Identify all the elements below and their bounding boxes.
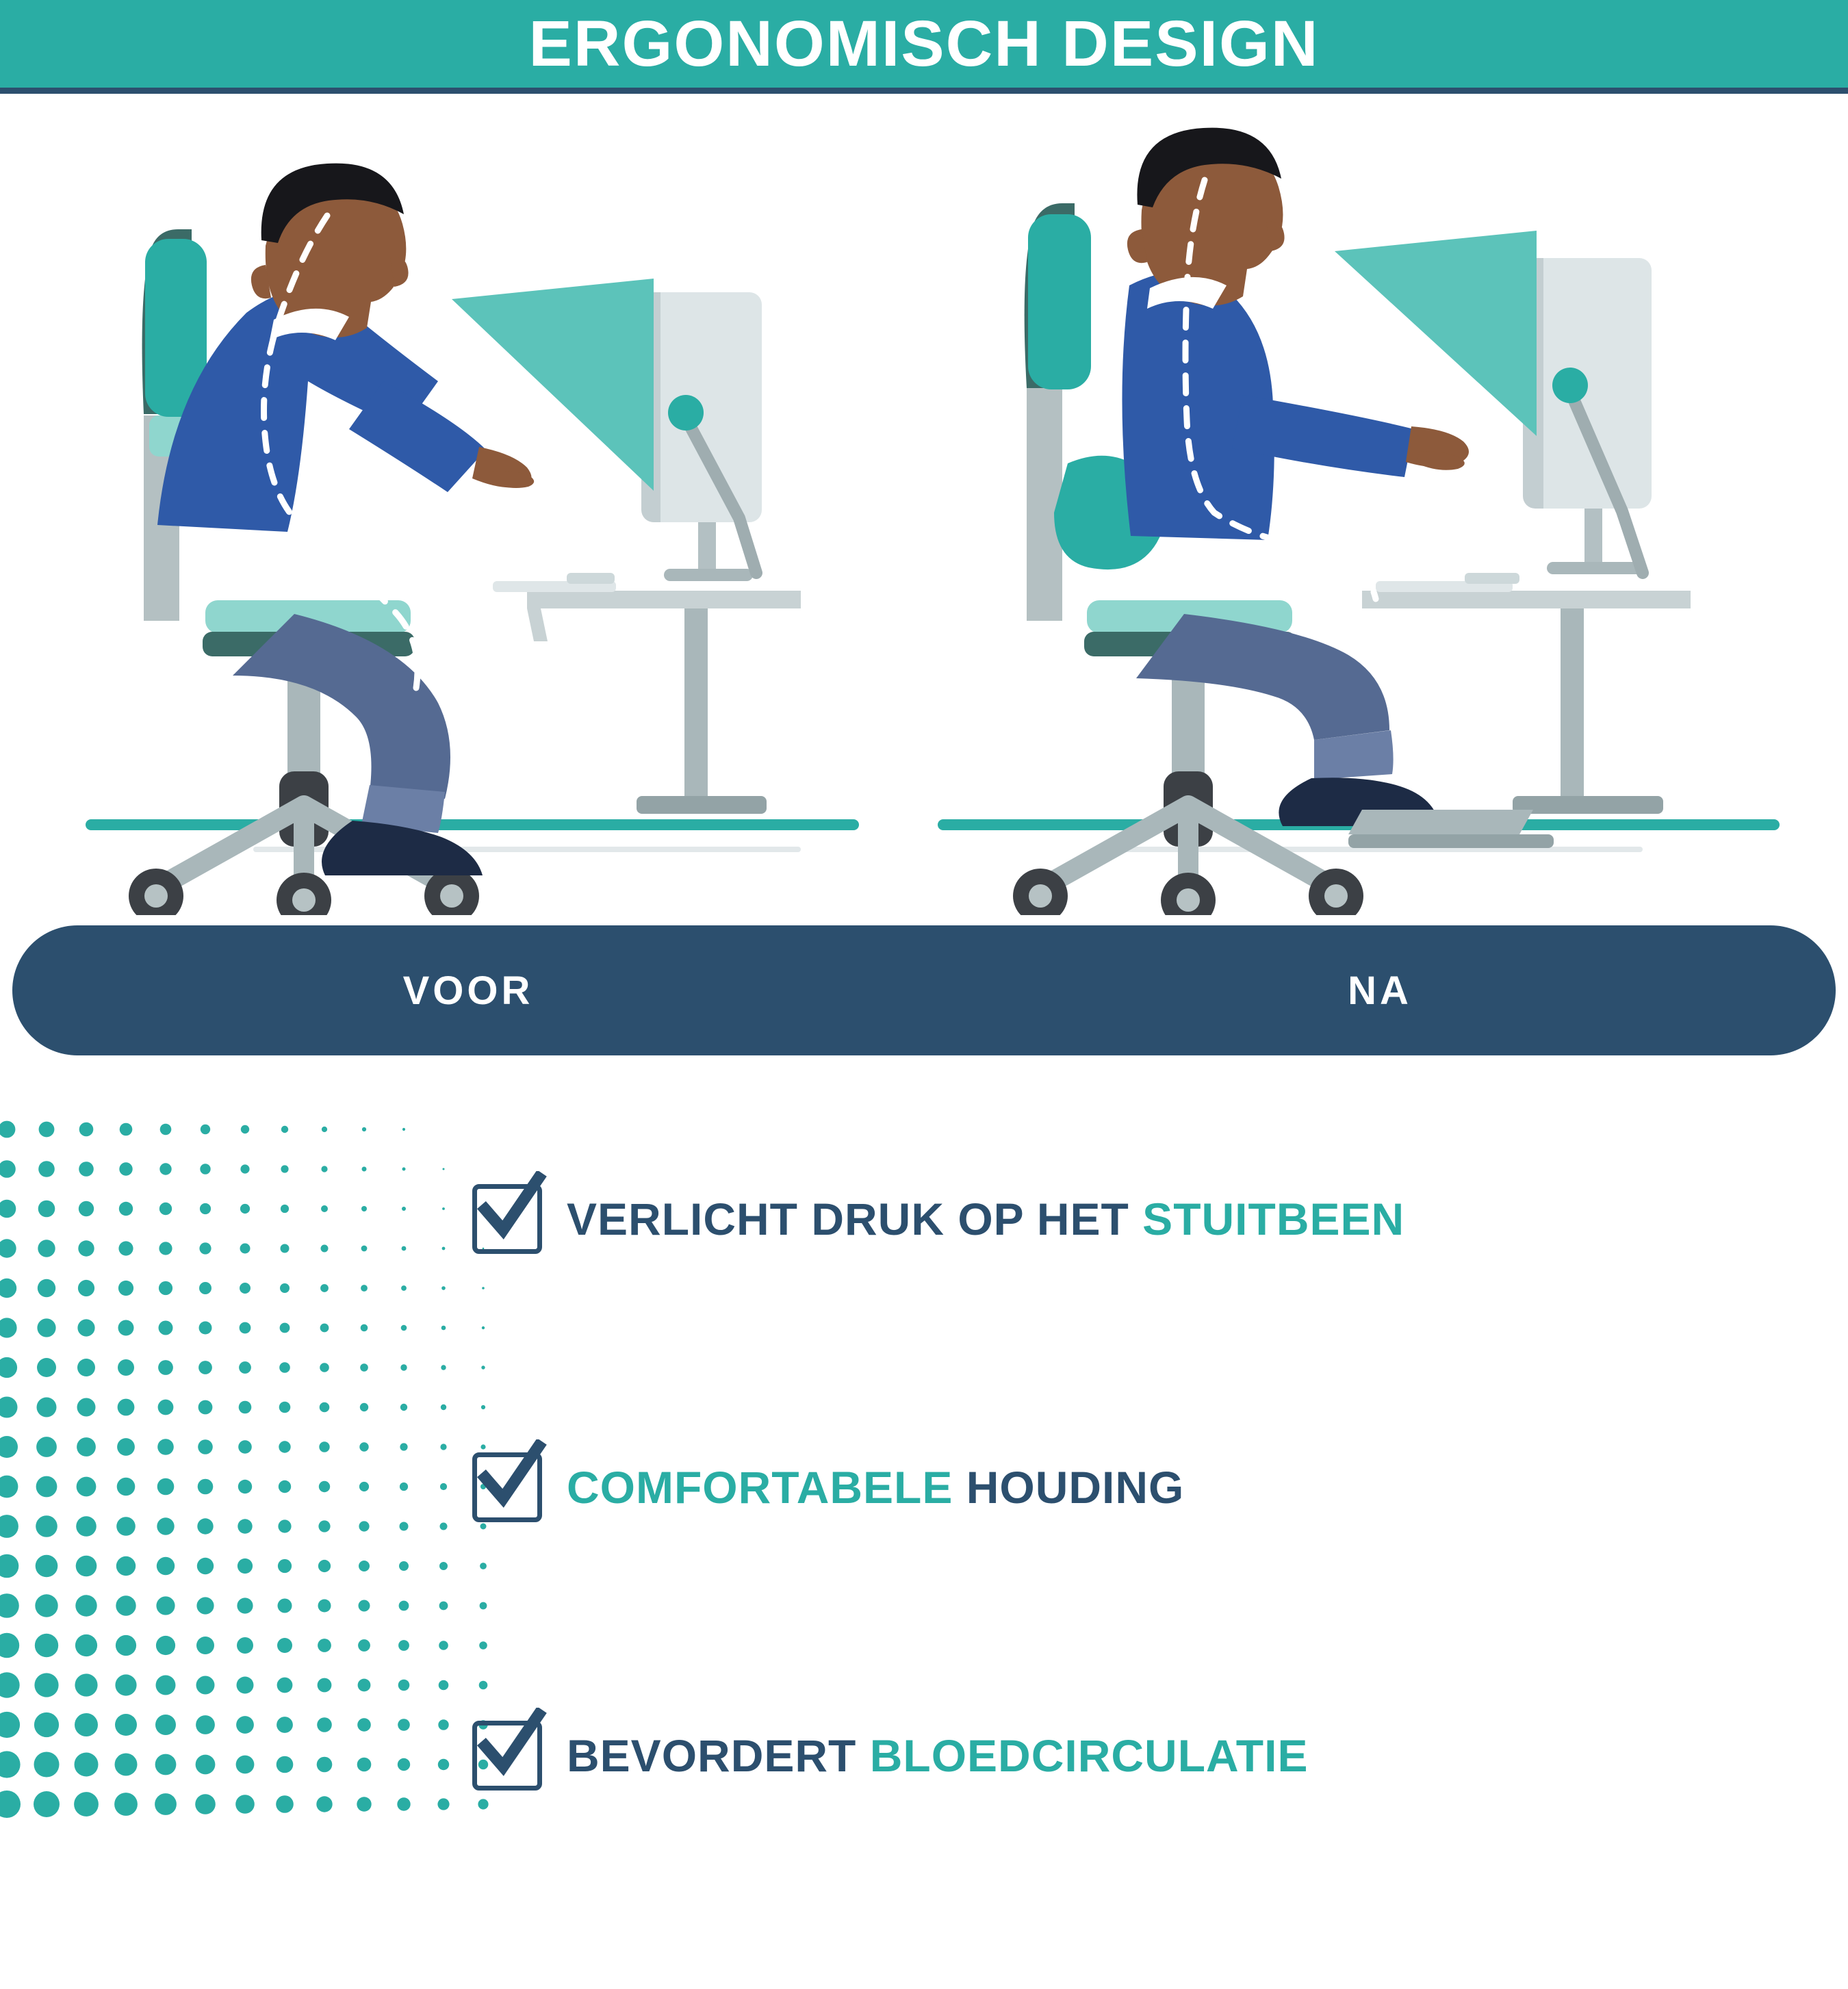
benefit-text [567,1461,1184,1513]
benefit-text [567,1193,1404,1245]
comparison-illustrations [0,94,1848,915]
list-item [472,1452,1773,1522]
halftone-decoration [0,1116,548,1848]
benefit-text-part: BEVORDERT [567,1730,870,1781]
list-item [472,1721,1773,1791]
checkbox-checked-icon [472,1184,542,1254]
before-illustration [0,94,924,915]
benefit-text-part: VERLICHT DRUK OP HET [567,1194,1143,1244]
teal-halftone-dot-pattern [0,1116,548,1848]
comparison-label-bar [12,925,1836,1055]
checkbox-checked-icon [472,1452,542,1522]
benefits-list [472,1184,1773,1989]
list-item [472,1184,1773,1254]
page-header [0,0,1848,88]
page-title: ERGONOMISCH DESIGN [528,7,1320,80]
benefit-text-part: HOUDING [966,1462,1185,1513]
benefit-text-part: BLOEDCIRCULATIE [869,1730,1309,1781]
correct-posture-illustration [924,94,1848,915]
label-before: VOOR [402,968,534,1013]
label-after: NA [1348,968,1412,1013]
benefit-text-part: COMFORTABELE [567,1462,966,1513]
slouching-posture-illustration [0,94,924,915]
checkbox-checked-icon [472,1721,542,1791]
benefit-text [567,1730,1308,1782]
benefit-text-part: STUITBEEN [1142,1194,1405,1244]
header-divider [0,88,1848,94]
after-illustration [924,94,1848,915]
